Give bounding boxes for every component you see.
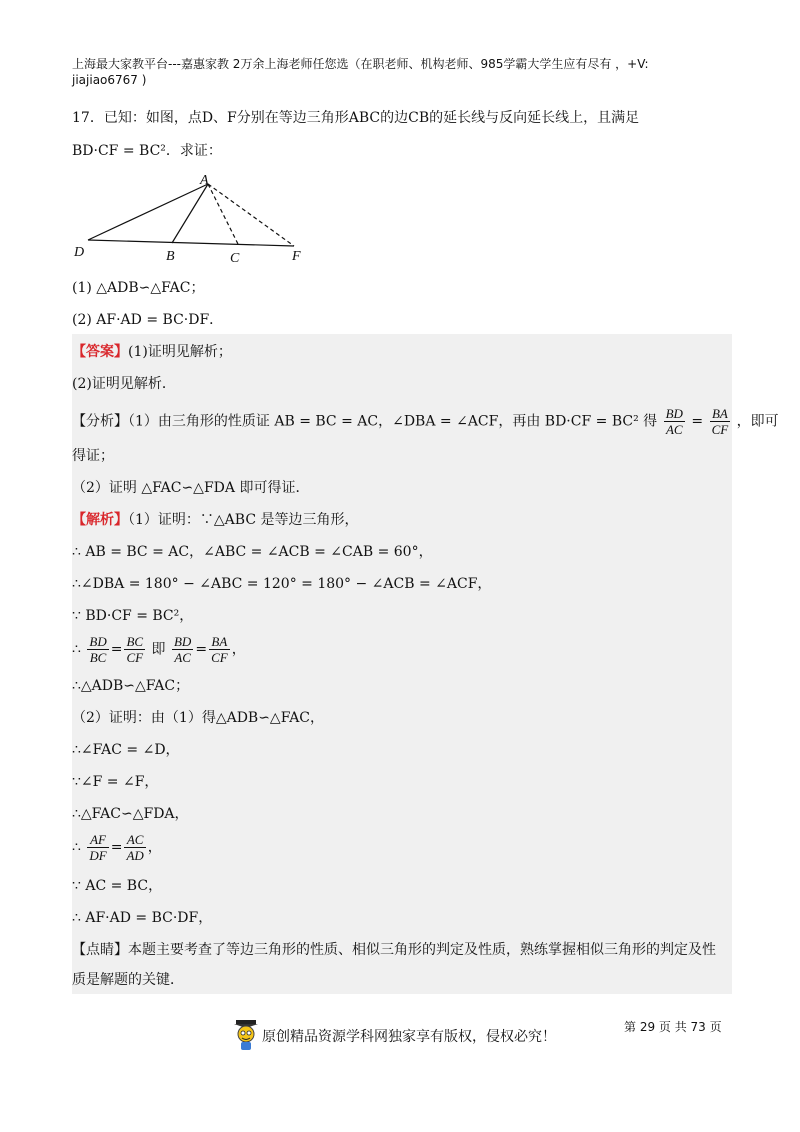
- fraction-ba-cf: $\frac{BA}{CF}$: [711, 406, 729, 437]
- solution-2: ∴ AB = BC = AC，∠ABC = ∠ACB = ∠CAB = 60°，: [72, 544, 433, 560]
- fraction-bd-ac: $\frac{BD}{AC}$: [665, 406, 683, 437]
- segment-DF: [88, 240, 294, 246]
- solution-11: ∴ $\frac{AF}{DF}$ = $\frac{AC}{AD}$ ，: [72, 832, 162, 863]
- segment-AC: [208, 184, 238, 244]
- comment-1: 【点睛】本题主要考查了等边三角形的性质、相似三角形的判定及性质，熟练掌握相似三角形的判定及性: [72, 942, 716, 958]
- segment-AD: [88, 184, 208, 240]
- mascot-icon: [232, 1018, 260, 1052]
- geometry-figure: [72, 170, 312, 266]
- solution-line-1: [72, 510, 732, 530]
- analysis-1-text: 【分析】（1）由三角形的性质证 AB = BC = AC，∠DBA = ∠ACF，再由 BD·CF = BC² 得: [72, 413, 658, 430]
- segment-AF: [208, 184, 294, 246]
- solution-4: ∵ BD·CF = BC²，: [72, 608, 194, 624]
- header-line-1: 上海最大家教平台---嘉惠家教 2万余上海老师任您选（在职老师、机构老师、985学霸大学生应有尽有 ，+V:: [72, 57, 649, 71]
- solution-6: ∴△ADB∽△FAC；: [72, 678, 190, 694]
- solution-5: ∴ $\frac{BD}{BC}$ = $\frac{BC}{CF}$ 即 $\frac{BD}{AC}$ = $\frac{BA}{CF}$ ，: [72, 634, 246, 665]
- answer-line-1: [72, 342, 732, 362]
- page-header: [72, 56, 732, 88]
- fraction-ba-cf-2: $\frac{BA}{CF}$: [211, 634, 228, 665]
- label-A: A: [200, 173, 209, 188]
- solution-7: （2）证明：由（1）得△ADB∽△FAC，: [72, 710, 325, 726]
- solution-9: ∵∠F = ∠F，: [72, 774, 159, 790]
- solution-8: ∴∠FAC = ∠D，: [72, 742, 180, 758]
- fraction-bd-ac-2: $\frac{BD}{AC}$: [173, 634, 192, 665]
- solution-3: ∴∠DBA = 180° − ∠ABC = 120° = 180° − ∠ACB = ∠ACF，: [72, 576, 492, 592]
- analysis-1-cont: 得证；: [72, 448, 114, 464]
- analysis-1-post: ，即可: [736, 413, 779, 430]
- page-number: 第 29 页 共 73 页: [624, 1020, 722, 1034]
- solution-tag: 【解析】: [72, 512, 128, 528]
- footer-copyright: 原创精品资源学科网独家享有版权，侵权必究！: [262, 1029, 556, 1045]
- fraction-af-df: $\frac{AF}{DF}$: [89, 832, 107, 863]
- question-part-2: (2) AF·AD = BC·DF．: [72, 312, 224, 328]
- solution-10: ∴△FAC∽△FDA，: [72, 806, 189, 822]
- fraction-ac-ad: $\frac{AC}{AD}$: [126, 832, 144, 863]
- label-D: D: [74, 245, 85, 260]
- analysis-2: （2）证明 △FAC∽△FDA 即可得证．: [72, 480, 310, 496]
- analysis-1: [72, 406, 779, 437]
- solution-1: （1）证明：∵△ABC 是等边三角形，: [128, 512, 359, 528]
- equals-sign: =: [691, 413, 704, 430]
- fraction-bd-bc: $\frac{BD}{BC}$: [89, 634, 107, 665]
- answer-tag: 【答案】: [72, 344, 128, 360]
- header-line-2: jiajiao6767 ): [72, 73, 147, 87]
- answer-1: (1)证明见解析；: [128, 344, 232, 360]
- question-stem-1: 17．已知：如图，点D、F分别在等边三角形ABC的边CB的延长线与反向延长线上，且满足: [72, 110, 640, 126]
- comment-2: 质是解题的关键．: [72, 972, 184, 988]
- answer-2: (2)证明见解析．: [72, 376, 176, 392]
- solution-12: ∵ AC = BC，: [72, 878, 163, 894]
- fraction-bc-cf: $\frac{BC}{CF}$: [126, 634, 144, 665]
- label-C: C: [230, 251, 240, 266]
- label-B: B: [166, 249, 175, 264]
- question-stem-2: BD·CF = BC²．求证：: [72, 143, 222, 159]
- solution-13: ∴ AF·AD = BC·DF，: [72, 910, 213, 926]
- label-F: F: [292, 249, 301, 264]
- question-part-1: (1) △ADB∽△FAC；: [72, 280, 205, 296]
